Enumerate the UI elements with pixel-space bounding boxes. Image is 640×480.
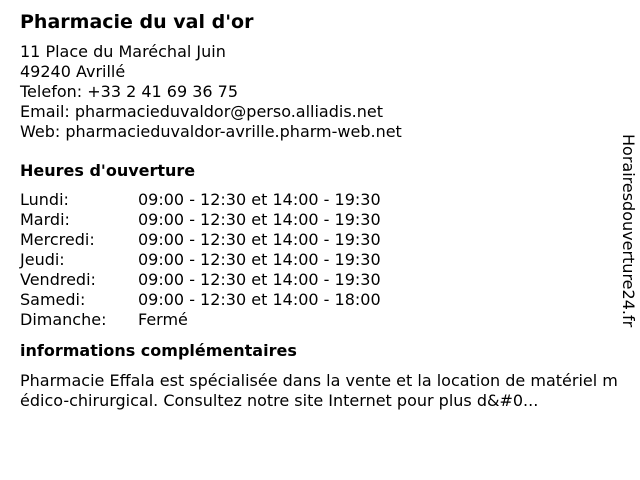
hours-row-monday [20,190,610,210]
hours-day: Jeudi: [20,250,65,269]
additional-info-heading: informations complémentaires [20,341,297,360]
hours-time: Fermé [138,310,188,329]
web-line: Web: pharmacieduvaldor-avrille.pharm-web.net [20,122,402,141]
pharmacy-title: Pharmacie du val d'or [20,11,254,33]
address-city: 49240 Avrillé [20,62,126,81]
site-watermark: Horairesdouverture24.fr [619,134,638,328]
hours-row-friday [20,270,610,290]
hours-day: Lundi: [20,190,69,209]
opening-hours-heading: Heures d'ouverture [20,161,196,180]
hours-row-saturday [20,290,610,310]
hours-time: 09:00 - 12:30 et 14:00 - 19:30 [138,270,381,289]
hours-row-sunday [20,310,610,330]
hours-row-wednesday [20,230,610,250]
hours-row-tuesday [20,210,610,230]
additional-info-text: Pharmacie Effala est spécialisée dans la vente et la location de matériel médico-chirurgical. Consultez notre site Internet pour plus d&#0... [20,371,618,410]
hours-day: Mardi: [20,210,70,229]
hours-day: Dimanche: [20,310,107,329]
hours-day: Samedi: [20,290,86,309]
hours-day: Mercredi: [20,230,95,249]
address-street: 11 Place du Maréchal Juin [20,42,226,61]
phone-line: Telefon: +33 2 41 69 36 75 [20,82,239,101]
hours-time: 09:00 - 12:30 et 14:00 - 19:30 [138,250,381,269]
hours-time: 09:00 - 12:30 et 14:00 - 19:30 [138,190,381,209]
hours-time: 09:00 - 12:30 et 14:00 - 18:00 [138,290,381,309]
email-line: Email: pharmacieduvaldor@perso.alliadis.net [20,102,384,121]
hours-time: 09:00 - 12:30 et 14:00 - 19:30 [138,210,381,229]
pharmacy-card [20,10,618,411]
hours-row-thursday [20,250,610,270]
hours-time: 09:00 - 12:30 et 14:00 - 19:30 [138,230,381,249]
hours-day: Vendredi: [20,270,96,289]
